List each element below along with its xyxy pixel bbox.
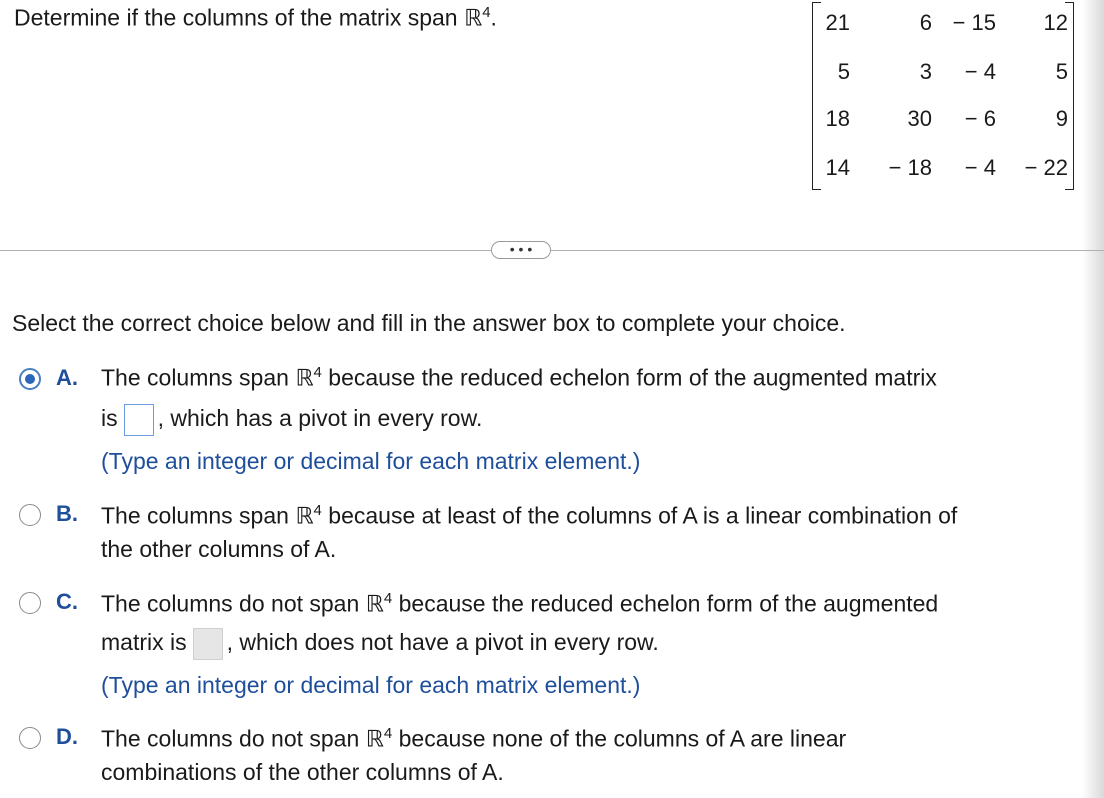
matrix-cell: − 6 [964, 106, 996, 131]
exponent: 4 [313, 502, 322, 519]
choice-d-text: because none of the columns of A are linear [398, 725, 847, 752]
section-divider [0, 250, 1104, 251]
matrix-cell: 14 [825, 155, 850, 180]
matrix-cell: − 18 [888, 155, 932, 180]
choice-c-radio[interactable] [19, 592, 41, 614]
choice-a-text: , which has a pivot in every row. [157, 405, 483, 432]
choice-a-radio[interactable] [19, 368, 41, 390]
exponent: 4 [482, 4, 491, 21]
real-space-symbol: ℝ [295, 503, 314, 530]
choice-a-text: because the reduced echelon form of the augmented matrix [328, 364, 937, 391]
choice-c-line2 [101, 628, 659, 660]
matrix-cell: 5 [1055, 59, 1068, 84]
matrix-cell: − 4 [964, 59, 996, 84]
real-space-symbol: ℝ [365, 726, 384, 753]
choice-a-text: is [101, 405, 118, 432]
choice-b-text: because at least of the columns of A is a linear combination of [328, 502, 958, 529]
choice-c-letter: C. [56, 589, 78, 614]
choice-b-line1 [101, 502, 957, 530]
choice-a-line2 [101, 404, 482, 436]
choice-c-answer-box[interactable] [193, 628, 223, 660]
choice-c-text: , which does not have a pivot in every row. [226, 629, 659, 656]
matrix-cell: − 15 [952, 10, 996, 35]
choice-a-hint: (Type an integer or decimal for each matrix element.) [101, 448, 641, 474]
matrix-cell: 21 [825, 10, 850, 35]
matrix-cell: 30 [907, 106, 932, 131]
choice-c-text: because the reduced echelon form of the augmented [398, 590, 939, 617]
real-space-symbol: ℝ [295, 365, 314, 392]
exponent: 4 [383, 590, 393, 607]
real-space-symbol: ℝ [463, 5, 483, 32]
matrix-cell: 12 [1043, 10, 1068, 35]
choice-d-radio[interactable] [19, 727, 41, 749]
choice-b-radio[interactable] [19, 504, 41, 526]
matrix-cell: 3 [919, 59, 932, 84]
choice-c-line1 [101, 590, 938, 618]
choice-c-hint: (Type an integer or decimal for each matrix element.) [101, 672, 641, 698]
choice-d-line2: combinations of the other columns of A. [101, 759, 504, 785]
show-more-button[interactable]: • • • [491, 241, 551, 259]
choice-a-text: The columns span [101, 364, 289, 391]
real-space-symbol: ℝ [365, 591, 384, 618]
choice-c-text: The columns do not span [101, 590, 360, 617]
matrix-cell: − 4 [964, 155, 996, 180]
choice-b-line2: the other columns of A. [101, 536, 337, 562]
matrix-cell: − 22 [1024, 155, 1068, 180]
right-edge-shade [1082, 0, 1104, 798]
question-text [14, 4, 497, 32]
instruction-text: Select the correct choice below and fill in the answer box to complete your choice. [12, 310, 846, 336]
matrix-cell: 9 [1055, 106, 1068, 131]
choice-a-letter: A. [56, 365, 78, 390]
choice-d-letter: D. [56, 724, 78, 749]
choice-a-answer-box[interactable] [124, 404, 154, 436]
exponent: 4 [383, 725, 393, 742]
matrix-cell: 18 [825, 106, 850, 131]
choice-a-line1 [101, 364, 937, 392]
choice-c-text: matrix is [101, 629, 187, 656]
matrix-cell: 5 [837, 59, 850, 84]
choice-d-line1 [101, 725, 846, 753]
question-label: Determine if the columns of the matrix span [14, 4, 458, 31]
question-period: . [490, 4, 497, 31]
exponent: 4 [313, 364, 322, 381]
choice-b-letter: B. [56, 501, 78, 526]
matrix [812, 2, 1074, 190]
matrix-cell: 6 [919, 10, 932, 35]
choice-b-text: The columns span [101, 502, 289, 529]
choice-d-text: The columns do not span [101, 725, 360, 752]
